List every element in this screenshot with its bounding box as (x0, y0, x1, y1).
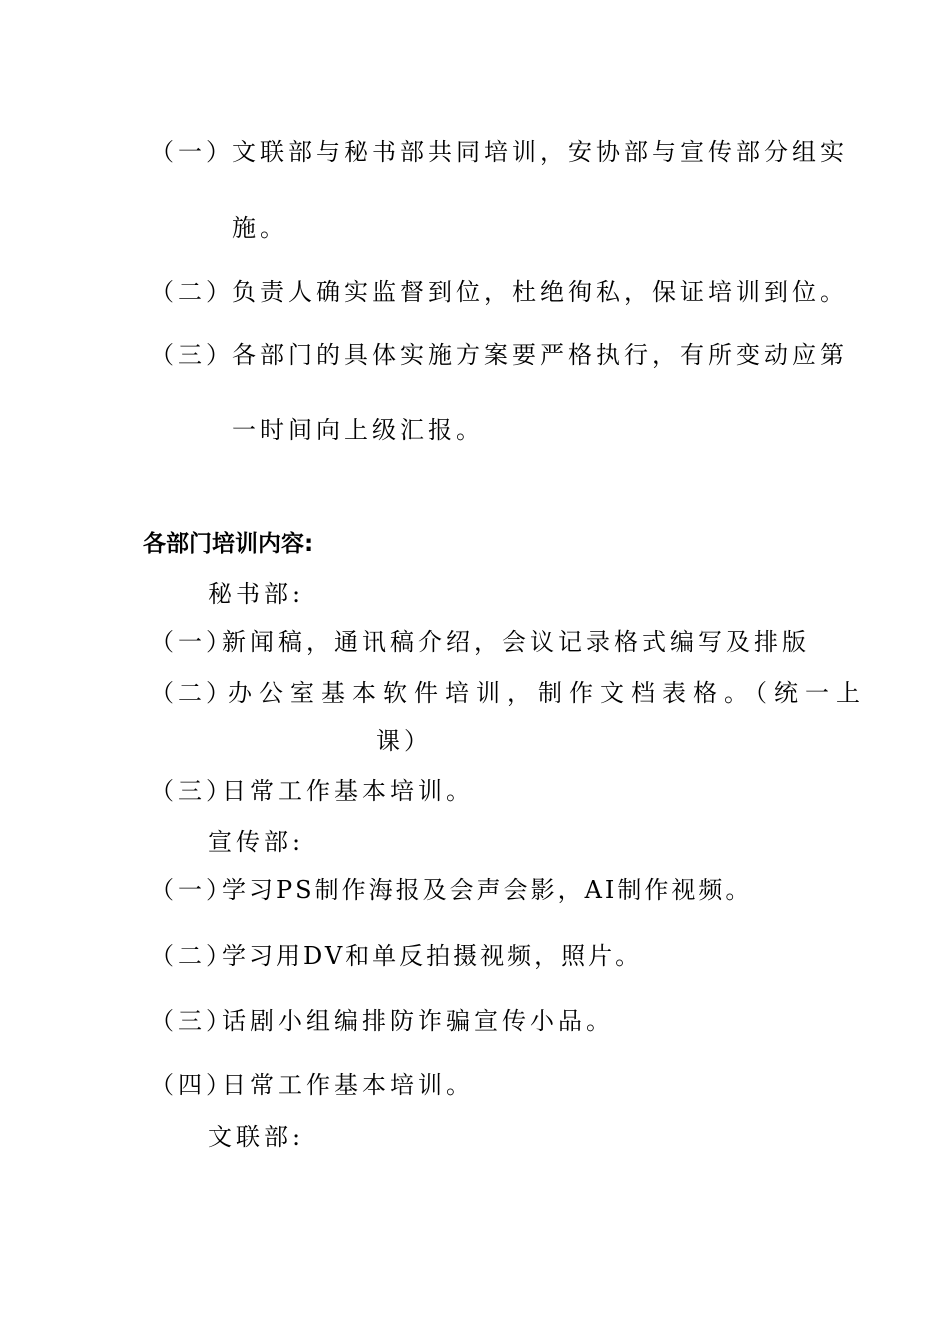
principle-1-continuation: 施。 (232, 214, 288, 242)
principle-3-number: （三） (150, 341, 234, 369)
principle-2-text: 负责人确实监督到位，杜绝徇私，保证培训到位。 (232, 278, 848, 306)
secretary-item-2-text: 办公室基本软件培训，制作文档表格。（统一上 (228, 679, 867, 707)
publicity-item-2-number: （二） (150, 942, 234, 970)
secretary-item-3-number: （三） (150, 777, 234, 805)
publicity-item-1-number: （一） (150, 876, 234, 904)
publicity-item-3 (150, 1005, 614, 1037)
secretary-item-1 (150, 626, 810, 658)
principle-3 (150, 339, 848, 371)
publicity-item-3-text: 话剧小组编排防诈骗宣传小品。 (222, 1007, 614, 1035)
principle-2-number: （二） (150, 278, 234, 306)
publicity-item-4-text: 日常工作基本培训。 (222, 1071, 474, 1099)
publicity-item-1-text: 学习PS制作海报及会声会影，AI制作视频。 (222, 876, 753, 904)
secretary-dept-name: 秘书部: (208, 580, 305, 608)
publicity-item-1 (150, 874, 752, 906)
secretary-item-2-continuation: 课） (376, 727, 432, 755)
secretary-item-1-number: （一） (150, 628, 234, 656)
principle-3-text: 各部门的具体实施方案要严格执行，有所变动应第 (232, 341, 848, 369)
publicity-dept-name: 宣传部: (208, 828, 305, 856)
principle-1 (150, 136, 848, 168)
secretary-item-2 (150, 677, 867, 709)
publicity-item-2 (150, 940, 642, 972)
publicity-item-4 (150, 1069, 474, 1101)
principle-3-continuation: 一时间向上级汇报。 (232, 416, 484, 444)
secretary-item-3-text: 日常工作基本培训。 (222, 777, 474, 805)
section-title: 各部门培训内容: (143, 531, 314, 557)
publicity-item-3-number: （三） (150, 1007, 234, 1035)
secretary-item-2-number: （二） (150, 679, 234, 707)
principle-1-number: （一） (150, 138, 234, 166)
literary-dept-name: 文联部: (208, 1123, 305, 1151)
publicity-item-4-number: （四） (150, 1071, 234, 1099)
principle-2 (150, 276, 848, 308)
secretary-item-3 (150, 775, 474, 807)
secretary-item-1-text: 新闻稿，通讯稿介绍，会议记录格式编写及排版 (222, 628, 810, 656)
publicity-item-2-text: 学习用DV和单反拍摄视频，照片。 (222, 942, 643, 970)
principle-1-text: 文联部与秘书部共同培训，安协部与宣传部分组实 (232, 138, 848, 166)
